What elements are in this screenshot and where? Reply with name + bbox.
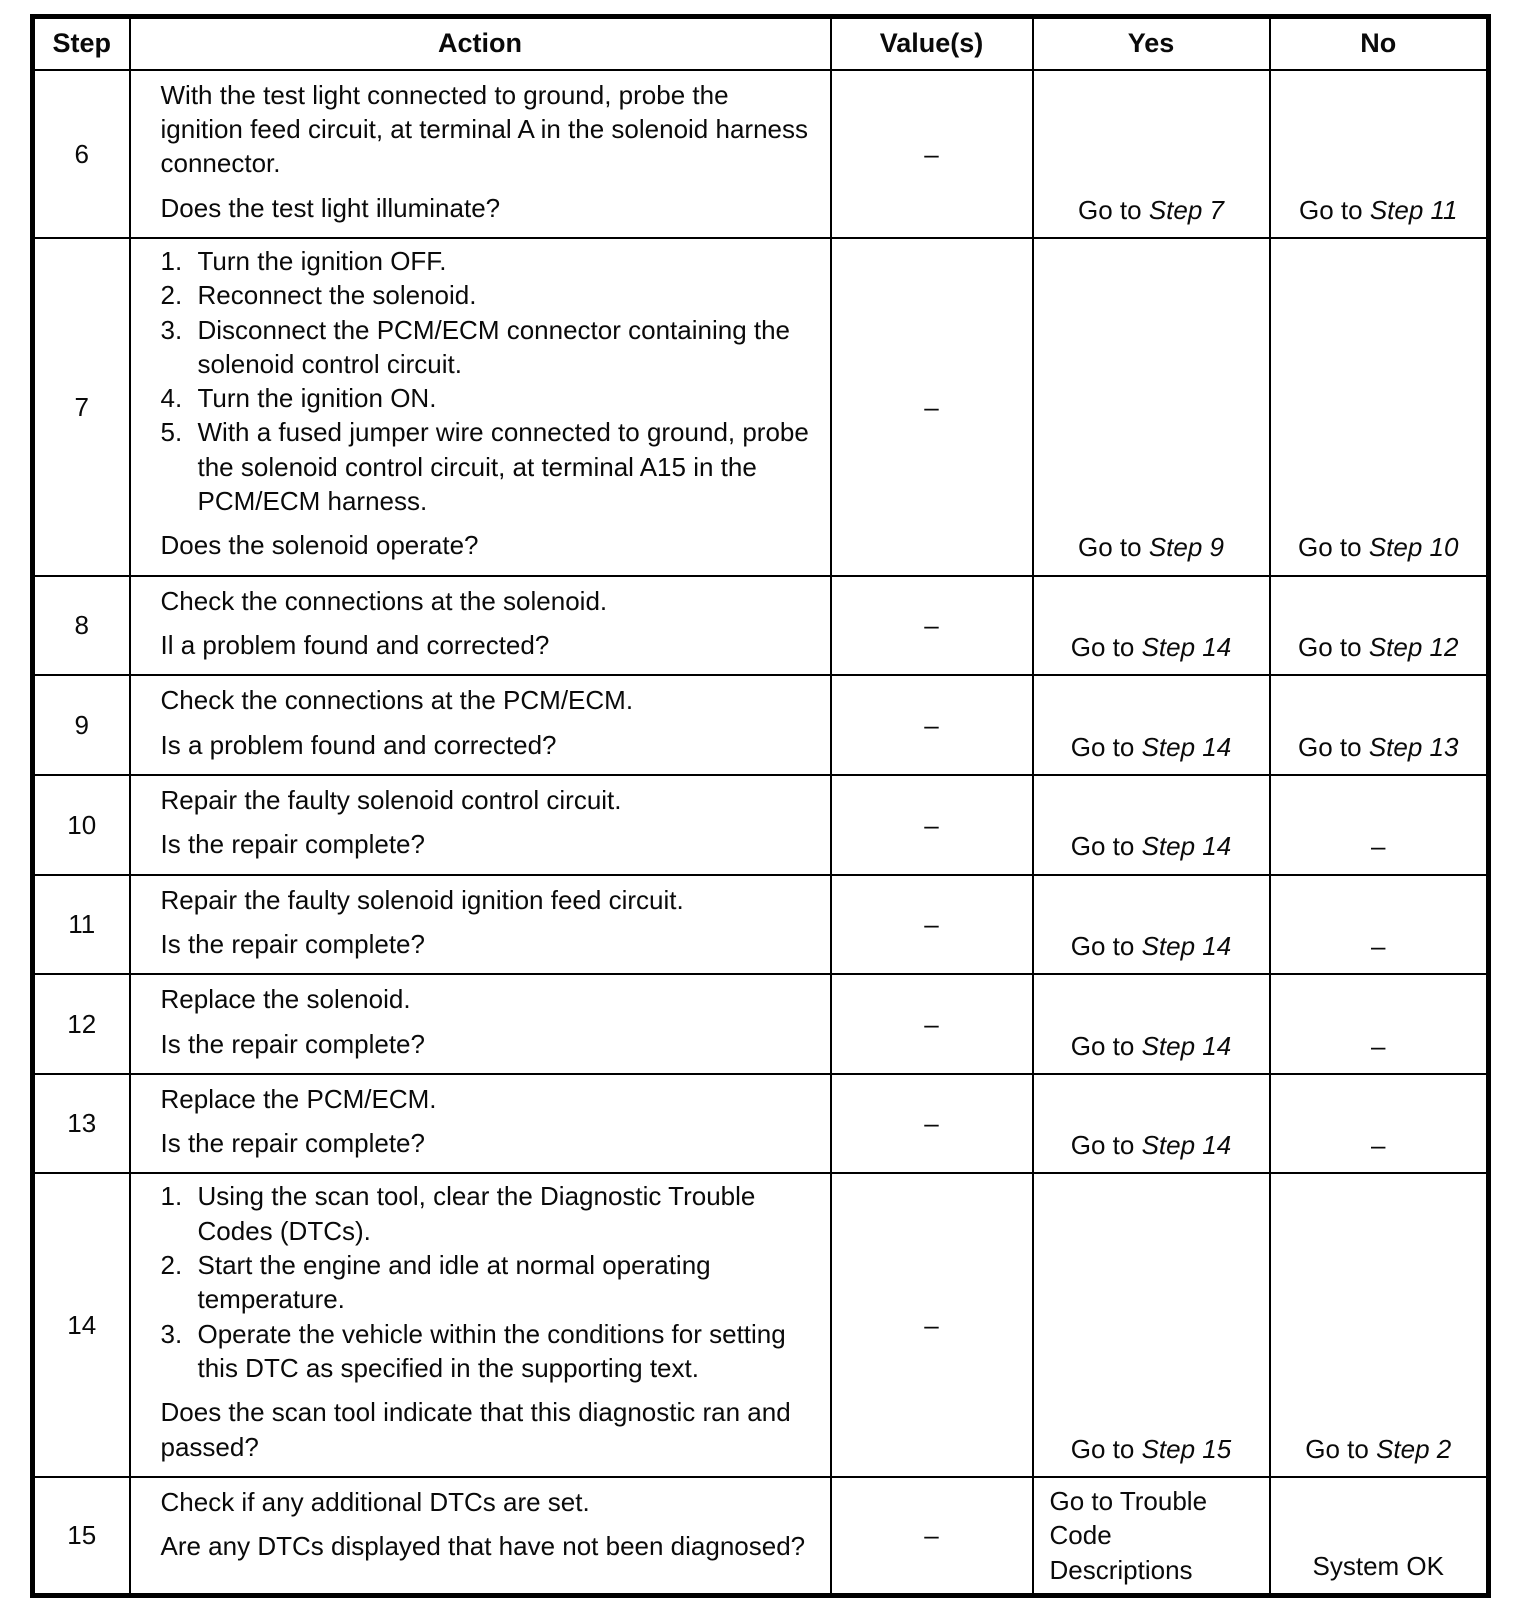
yes-cell: Go to Step 14 — [1033, 775, 1270, 875]
action-list-item — [161, 1248, 814, 1317]
step-reference: Step 14 — [1141, 731, 1232, 762]
action-paragraph: Check if any additional DTCs are set. — [160, 1486, 590, 1517]
value-cell: – — [831, 875, 1033, 975]
list-text: Start the engine and idle at normal operating temperature. — [197, 1250, 711, 1315]
list-number: 3. — [160, 1318, 183, 1349]
step-reference: Step 11 — [1369, 194, 1458, 225]
step-reference: Step 14 — [1141, 831, 1232, 862]
no-cell: – — [1270, 775, 1489, 875]
no-cell: Go to Step 11 — [1270, 70, 1489, 238]
value-cell: – — [831, 576, 1033, 676]
table-row — [33, 974, 1489, 1074]
action-list-item — [161, 1317, 814, 1386]
action-list-item — [161, 415, 814, 518]
step-cell: 13 — [33, 1074, 130, 1174]
step-reference: Step 14 — [1141, 1030, 1232, 1061]
action-question: Is a problem found and corrected? — [160, 729, 557, 760]
value-cell: – — [831, 675, 1033, 775]
value-cell: – — [831, 1477, 1033, 1595]
list-text: Operate the vehicle within the conditions for setting this DTC as specified in the supporting text. — [197, 1318, 786, 1383]
action-list-item — [161, 244, 814, 278]
no-cell: Go to Step 13 — [1270, 675, 1489, 775]
value-cell: – — [831, 238, 1033, 576]
action-cell — [130, 1173, 831, 1477]
step-reference: Step 7 — [1148, 194, 1224, 225]
step-cell: 15 — [33, 1477, 130, 1595]
list-number: 1. — [160, 245, 183, 276]
step-cell: 6 — [33, 70, 130, 238]
list-text: Using the scan tool, clear the Diagnostic Trouble Codes (DTCs). — [197, 1181, 756, 1246]
step-reference: Step 9 — [1148, 532, 1224, 563]
value-cell: – — [831, 974, 1033, 1074]
list-text: Disconnect the PCM/ECM connector containing the solenoid control circuit. — [197, 314, 791, 379]
action-cell — [130, 1074, 831, 1174]
action-paragraph: Replace the solenoid. — [160, 984, 411, 1015]
action-question: Is the repair complete? — [160, 829, 425, 860]
table-row — [33, 1074, 1489, 1174]
table-row — [33, 875, 1489, 975]
yes-cell: Go to Step 14 — [1033, 875, 1270, 975]
step-cell: 8 — [33, 576, 130, 676]
no-cell: – — [1270, 974, 1489, 1074]
step-reference: Step 10 — [1368, 532, 1459, 563]
table-row — [33, 1477, 1489, 1595]
step-cell: 7 — [33, 238, 130, 576]
yes-cell: Go to Step 15 — [1033, 1173, 1270, 1477]
list-number: 5. — [160, 417, 183, 448]
table-header — [33, 17, 1489, 70]
step-reference: Step 14 — [1141, 930, 1232, 961]
table-row — [33, 675, 1489, 775]
action-question: Is the repair complete? — [160, 1128, 425, 1159]
table-row — [33, 70, 1489, 238]
col-header-no: No — [1270, 17, 1489, 70]
step-reference: Step 15 — [1141, 1433, 1232, 1464]
action-question: Does the solenoid operate? — [160, 530, 479, 561]
step-cell: 9 — [33, 675, 130, 775]
action-paragraph: Check the connections at the PCM/ECM. — [160, 685, 634, 716]
list-number: 3. — [160, 314, 183, 345]
list-text: With a fused jumper wire connected to ground, probe the solenoid control circuit, at terminal A15 in the PCM/ECM harness. — [197, 417, 809, 517]
action-list-item — [161, 1179, 814, 1248]
table-row — [33, 576, 1489, 676]
action-list-item — [161, 381, 814, 415]
action-cell — [130, 70, 831, 238]
yes-cell: Go to Step 7 — [1033, 70, 1270, 238]
table-body — [33, 70, 1489, 1596]
step-cell: 12 — [33, 974, 130, 1074]
action-question: Is the repair complete? — [160, 1028, 425, 1059]
action-paragraph: Repair the faulty solenoid control circuit. — [160, 784, 622, 815]
action-cell — [130, 238, 831, 576]
no-cell: – — [1270, 875, 1489, 975]
list-text: Turn the ignition ON. — [197, 383, 437, 414]
action-question: Is the repair complete? — [160, 928, 425, 959]
action-list-item — [161, 313, 814, 382]
yes-cell: Go to Step 14 — [1033, 675, 1270, 775]
action-question: Does the test light illuminate? — [160, 192, 501, 223]
action-paragraph: Repair the faulty solenoid ignition feed circuit. — [160, 884, 684, 915]
diagnostic-table — [30, 14, 1491, 1598]
action-cell — [130, 675, 831, 775]
list-text: Reconnect the solenoid. — [197, 280, 477, 311]
table-row — [33, 238, 1489, 576]
list-text: Turn the ignition OFF. — [197, 245, 447, 276]
no-cell: – — [1270, 1074, 1489, 1174]
action-paragraph: With the test light connected to ground, probe the ignition feed circuit, at terminal A in the solenoid harness connector. — [160, 79, 808, 179]
action-cell — [130, 576, 831, 676]
yes-cell: Go to Step 14 — [1033, 1074, 1270, 1174]
col-header-step: Step — [33, 17, 130, 70]
action-list-item — [161, 278, 814, 312]
col-header-values: Value(s) — [831, 17, 1033, 70]
col-header-action: Action — [130, 17, 831, 70]
action-cell — [130, 875, 831, 975]
action-paragraph: Check the connections at the solenoid. — [160, 585, 608, 616]
yes-cell: Go to Step 14 — [1033, 974, 1270, 1074]
yes-cell: Go to Trouble Code Descriptions — [1033, 1477, 1270, 1595]
no-cell: Go to Step 2 — [1270, 1173, 1489, 1477]
action-question: Are any DTCs displayed that have not been diagnosed? — [160, 1531, 806, 1562]
value-cell: – — [831, 775, 1033, 875]
step-reference: Step 2 — [1376, 1433, 1452, 1464]
list-number: 2. — [160, 1250, 183, 1281]
value-cell: – — [831, 1173, 1033, 1477]
action-paragraph: Replace the PCM/ECM. — [160, 1083, 437, 1114]
value-cell: – — [831, 1074, 1033, 1174]
action-question: Il a problem found and corrected? — [160, 630, 550, 660]
step-reference: Step 14 — [1141, 632, 1232, 662]
col-header-yes: Yes — [1033, 17, 1270, 70]
no-cell: Go to Step 12 — [1270, 576, 1489, 676]
list-number: 4. — [160, 383, 183, 414]
action-cell — [130, 775, 831, 875]
no-cell: System OK — [1270, 1477, 1489, 1595]
yes-cell: Go to Step 9 — [1033, 238, 1270, 576]
list-number: 2. — [160, 280, 183, 311]
action-question: Does the scan tool indicate that this diagnostic ran and passed? — [160, 1397, 791, 1462]
action-cell — [130, 1477, 831, 1595]
value-cell: – — [831, 70, 1033, 238]
step-reference: Step 12 — [1368, 632, 1459, 662]
table-row — [33, 775, 1489, 875]
step-reference: Step 13 — [1368, 731, 1459, 762]
header-row — [33, 17, 1489, 70]
table-row — [33, 1173, 1489, 1477]
step-cell: 11 — [33, 875, 130, 975]
step-cell: 10 — [33, 775, 130, 875]
action-cell — [130, 974, 831, 1074]
list-number: 1. — [160, 1181, 183, 1212]
step-cell: 14 — [33, 1173, 130, 1477]
yes-cell: Go to Step 14 — [1033, 576, 1270, 676]
step-reference: Step 14 — [1141, 1130, 1232, 1161]
no-cell: Go to Step 10 — [1270, 238, 1489, 576]
